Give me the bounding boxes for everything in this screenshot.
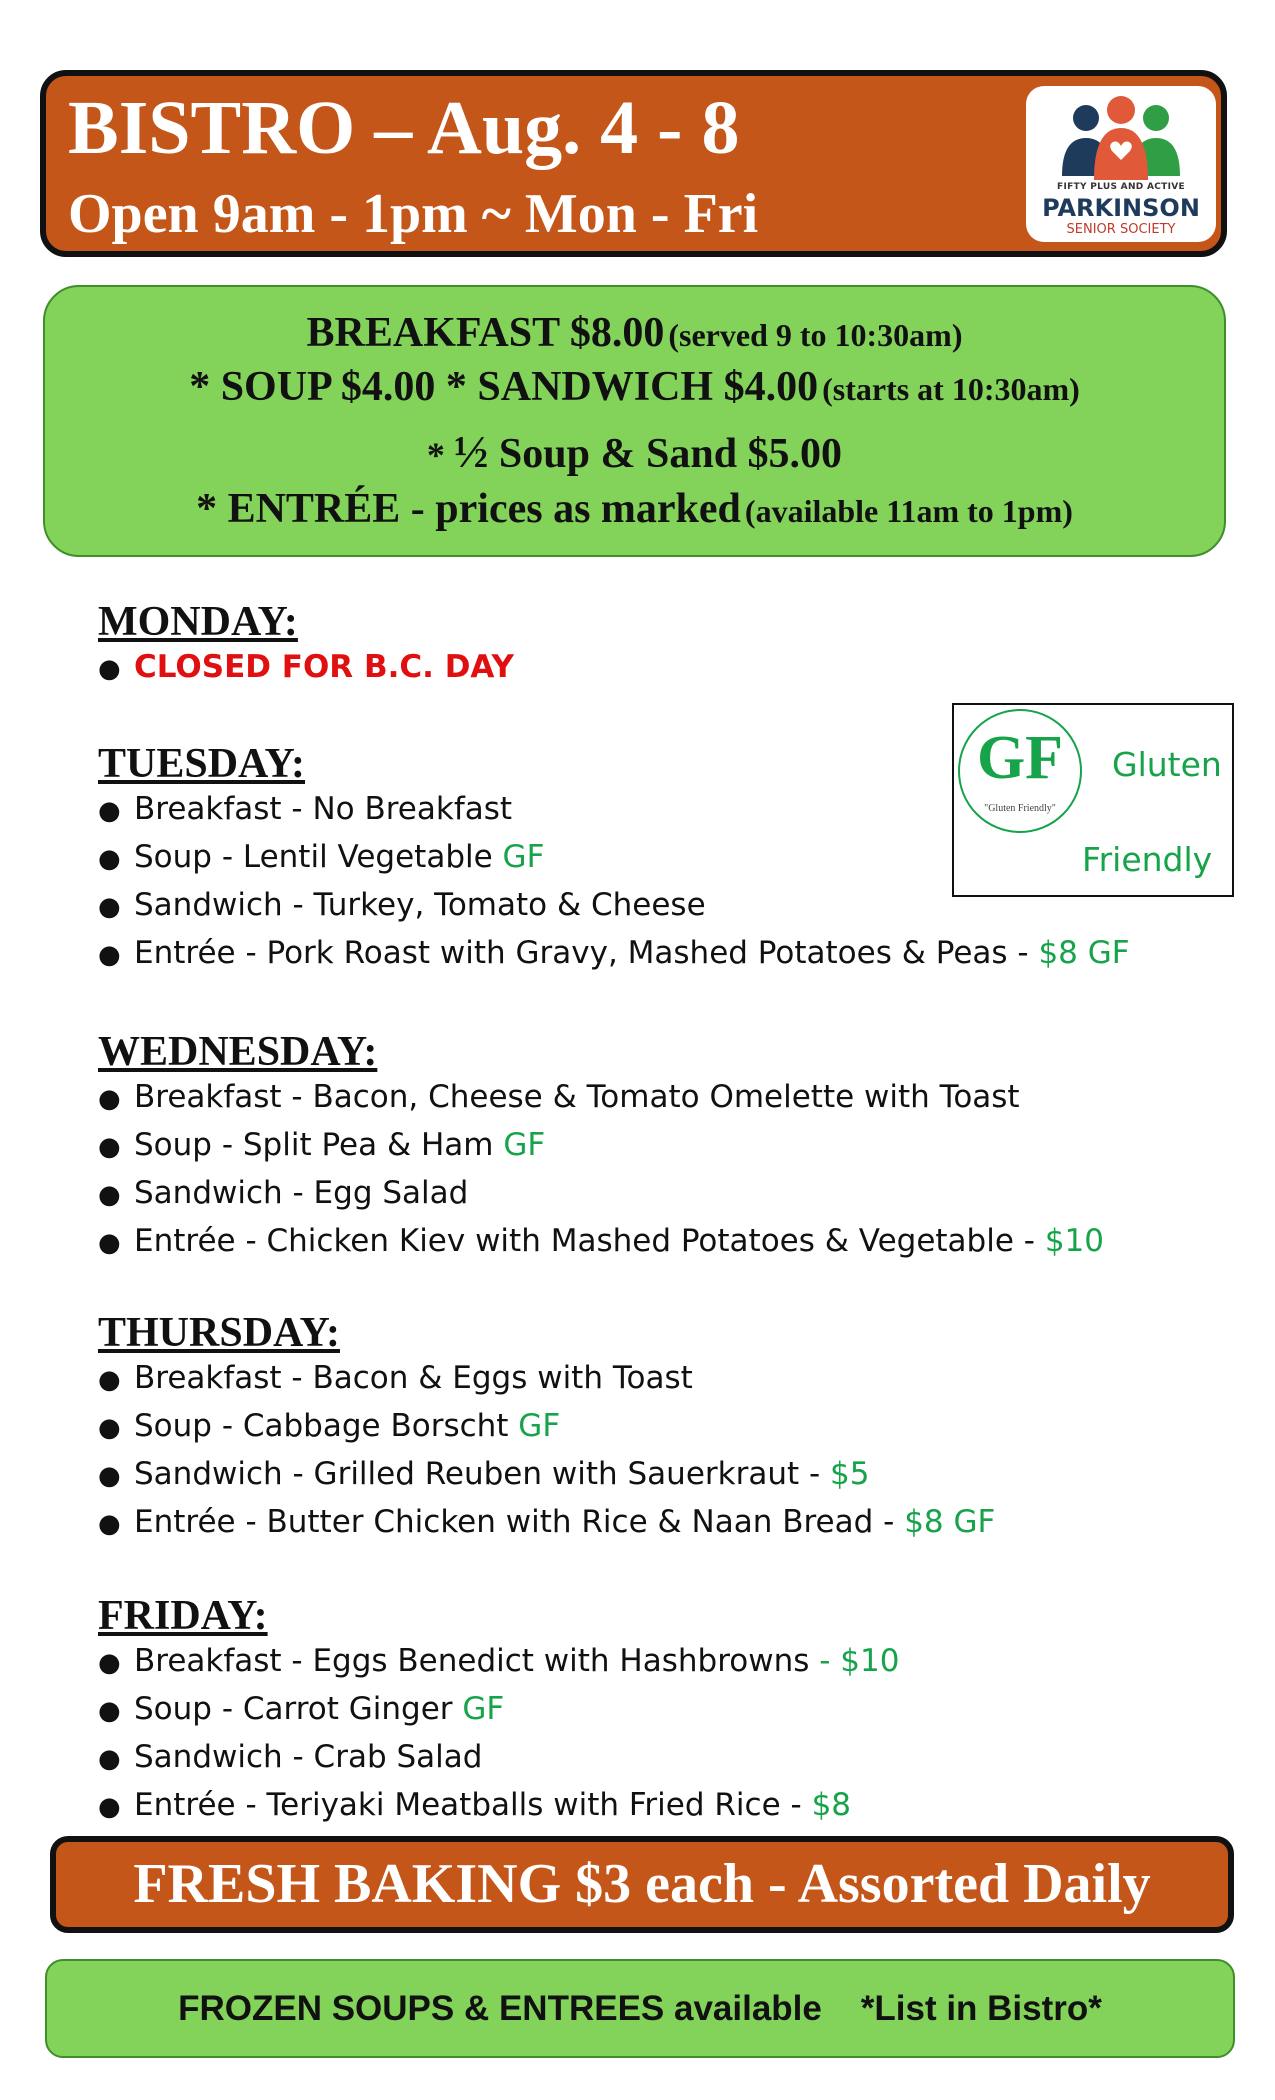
gf-mark: GF bbox=[976, 724, 1064, 792]
bullet-icon: ● bbox=[98, 1509, 121, 1539]
menu-item bbox=[98, 935, 1130, 971]
price-entree-note: (available 11am to 1pm) bbox=[744, 493, 1073, 529]
menu-item bbox=[98, 1175, 469, 1211]
bullet-icon: ● bbox=[98, 940, 121, 970]
menu-item bbox=[98, 1739, 483, 1775]
item-text: Breakfast - Bacon & Eggs with Toast bbox=[134, 1360, 693, 1396]
menu-item bbox=[98, 1787, 852, 1823]
item-text: Entrée - Butter Chicken with Rice & Naan Bread - bbox=[134, 1504, 905, 1540]
menu-item bbox=[98, 1223, 1104, 1259]
menu-item bbox=[98, 887, 706, 923]
bullet-icon: ● bbox=[98, 1084, 121, 1114]
frozen-meals-banner: FROZEN SOUPS & ENTREES available *List in Bistro* bbox=[45, 1959, 1235, 2058]
day-heading-friday: FRIDAY: bbox=[98, 1593, 268, 1639]
item-text: Sandwich - Grilled Reuben with Sauerkraut - bbox=[134, 1456, 831, 1492]
menu-item bbox=[98, 1504, 996, 1540]
menu-item bbox=[98, 791, 513, 827]
page-title: BISTRO – Aug. 4 - 8 bbox=[68, 86, 740, 170]
bullet-icon: ● bbox=[98, 1744, 121, 1774]
day-heading-thursday: THURSDAY: bbox=[98, 1310, 340, 1356]
bullet-icon: ● bbox=[98, 892, 121, 922]
people-icon bbox=[1056, 96, 1186, 182]
menu-item bbox=[98, 1643, 900, 1679]
gf-logo bbox=[958, 709, 1082, 833]
bullet-icon: ● bbox=[98, 654, 121, 684]
item-text: Soup - Split Pea & Ham bbox=[134, 1127, 504, 1163]
item-text: Breakfast - Bacon, Cheese & Tomato Omelette with Toast bbox=[134, 1079, 1020, 1115]
menu-item bbox=[98, 1408, 561, 1444]
item-tag: $8 GF bbox=[1038, 935, 1130, 971]
day-heading-tuesday: TUESDAY: bbox=[98, 741, 305, 787]
item-text: Entrée - Teriyaki Meatballs with Fried Rice - bbox=[134, 1787, 812, 1823]
bullet-icon: ● bbox=[98, 1792, 121, 1822]
price-list bbox=[43, 285, 1226, 557]
item-tag: - $10 bbox=[819, 1643, 900, 1679]
fresh-baking-banner: FRESH BAKING $3 each - Assorted Daily bbox=[50, 1836, 1234, 1933]
bullet-icon: ● bbox=[98, 1365, 121, 1395]
bullet-icon: ● bbox=[98, 844, 121, 874]
bullet-icon: ● bbox=[98, 1413, 121, 1443]
day-heading-monday: MONDAY: bbox=[98, 599, 298, 645]
bullet-icon: ● bbox=[98, 796, 121, 826]
menu-item bbox=[98, 1079, 1020, 1115]
price-half-text: Soup & Sand $5.00 bbox=[488, 431, 843, 477]
gf-word-gluten: Gluten bbox=[1112, 745, 1222, 784]
bullet-icon: ● bbox=[98, 1648, 121, 1678]
price-breakfast-note: (served 9 to 10:30am) bbox=[668, 317, 963, 353]
menu-item bbox=[98, 1456, 870, 1492]
price-half-star: * bbox=[426, 435, 454, 475]
menu-item bbox=[98, 1127, 546, 1163]
opening-hours: Open 9am - 1pm ~ Mon - Fri bbox=[68, 183, 759, 245]
parkinson-logo bbox=[1026, 86, 1216, 242]
price-soup-sandwich: * SOUP $4.00 * SANDWICH $4.00 bbox=[189, 364, 819, 410]
gluten-friendly-legend bbox=[952, 703, 1234, 897]
price-line-entree bbox=[45, 485, 1224, 533]
gf-subtext: "Gluten Friendly" bbox=[984, 803, 1056, 814]
item-tag: GF bbox=[502, 839, 545, 875]
bullet-icon: ● bbox=[98, 1696, 121, 1726]
day-heading-wednesday: WEDNESDAY: bbox=[98, 1029, 378, 1075]
item-tag: GF bbox=[503, 1127, 546, 1163]
item-text: Sandwich - Crab Salad bbox=[134, 1739, 483, 1775]
item-text: Soup - Carrot Ginger bbox=[134, 1691, 463, 1727]
logo-name: PARKINSON bbox=[1042, 194, 1200, 222]
item-text: Soup - Lentil Vegetable bbox=[134, 839, 503, 875]
item-text: Breakfast - Eggs Benedict with Hashbrowns bbox=[134, 1643, 820, 1679]
item-text: Entrée - Pork Roast with Gravy, Mashed Potatoes & Peas - bbox=[134, 935, 1039, 971]
menu-item bbox=[98, 1360, 693, 1396]
header-banner bbox=[40, 70, 1227, 257]
price-line-soup-sandwich bbox=[45, 363, 1224, 411]
bullet-icon: ● bbox=[98, 1461, 121, 1491]
menu-item bbox=[98, 649, 514, 685]
logo-subname: SENIOR SOCIETY bbox=[1066, 222, 1176, 237]
bullet-icon: ● bbox=[98, 1180, 121, 1210]
item-tag: $8 GF bbox=[904, 1504, 996, 1540]
price-line-half bbox=[45, 425, 1224, 478]
item-tag: $10 bbox=[1044, 1223, 1104, 1259]
item-tag: $8 bbox=[811, 1787, 852, 1823]
price-half-fraction: ½ bbox=[453, 426, 489, 477]
bullet-icon: ● bbox=[98, 1132, 121, 1162]
item-text: Entrée - Chicken Kiev with Mashed Potatoes & Vegetable - bbox=[134, 1223, 1045, 1259]
price-entree: * ENTRÉE - prices as marked bbox=[196, 486, 741, 532]
item-tag: GF bbox=[462, 1691, 505, 1727]
closed-notice: CLOSED FOR B.C. DAY bbox=[134, 649, 514, 685]
price-line-breakfast bbox=[45, 309, 1224, 357]
menu-item bbox=[98, 1691, 505, 1727]
item-text: Sandwich - Egg Salad bbox=[134, 1175, 469, 1211]
gf-word-friendly: Friendly bbox=[1082, 840, 1213, 879]
price-soup-sandwich-note: (starts at 10:30am) bbox=[822, 371, 1080, 407]
logo-tagline: FIFTY PLUS AND ACTIVE bbox=[1057, 182, 1185, 192]
item-tag: GF bbox=[518, 1408, 561, 1444]
item-text: Sandwich - Turkey, Tomato & Cheese bbox=[134, 887, 706, 923]
bullet-icon: ● bbox=[98, 1228, 121, 1258]
item-tag: $5 bbox=[830, 1456, 870, 1492]
menu-item bbox=[98, 839, 545, 875]
item-text: Soup - Cabbage Borscht bbox=[134, 1408, 519, 1444]
price-breakfast: BREAKFAST $8.00 bbox=[306, 310, 665, 356]
item-text: Breakfast - No Breakfast bbox=[134, 791, 513, 827]
